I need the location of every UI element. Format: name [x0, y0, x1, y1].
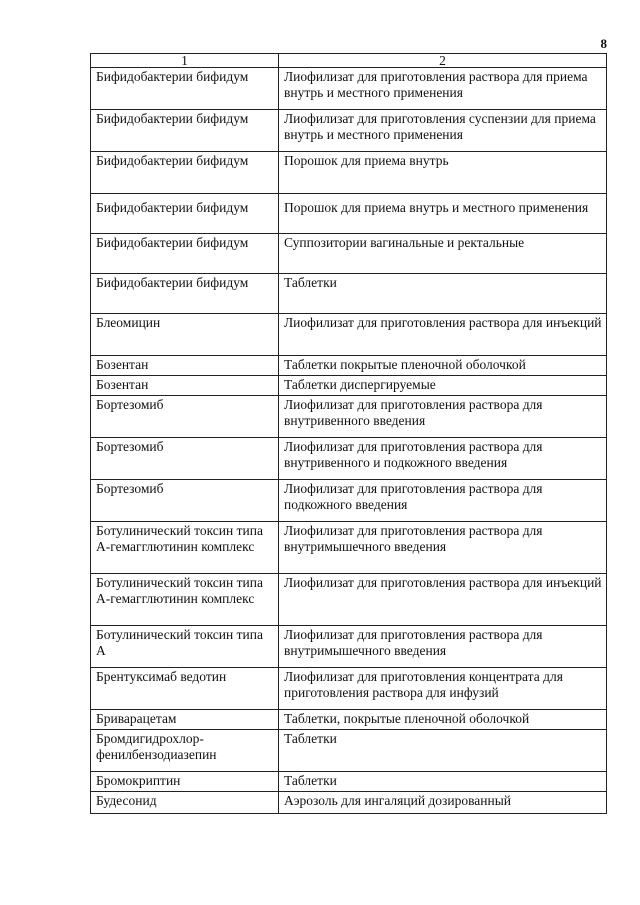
dosage-form-cell: Лиофилизат для приготовления раствора для внутримышечного введения — [279, 522, 607, 574]
page-number: 8 — [600, 36, 607, 51]
table-row — [91, 194, 607, 234]
dosage-form-cell: Лиофилизат для приготовления раствора для внутримышечного введения — [279, 626, 607, 668]
substance-cell: Бромокриптин — [91, 772, 279, 792]
table-row — [91, 522, 607, 574]
table-row — [91, 438, 607, 480]
substance-cell: Будесонид — [91, 792, 279, 814]
dosage-form-cell: Порошок для приема внутрь и местного применения — [279, 194, 607, 234]
dosage-form-cell: Таблетки — [279, 274, 607, 314]
table-body — [91, 68, 607, 814]
table-row — [91, 480, 607, 522]
substance-cell: Бифидобактерии бифидум — [91, 68, 279, 110]
table-row — [91, 110, 607, 152]
substance-cell: Ботулинический токсин типа А-гемагглютинин комплекс — [91, 574, 279, 626]
table-row — [91, 668, 607, 710]
dosage-form-cell: Лиофилизат для приготовления суспензии для приема внутрь и местного применения — [279, 110, 607, 152]
table-row — [91, 710, 607, 730]
table-row — [91, 376, 607, 396]
dosage-form-cell: Суппозитории вагинальные и ректальные — [279, 234, 607, 274]
dosage-form-cell: Таблетки — [279, 730, 607, 772]
dosage-form-cell: Таблетки покрытые пленочной оболочкой — [279, 356, 607, 376]
substance-cell: Бифидобактерии бифидум — [91, 274, 279, 314]
table-row — [91, 356, 607, 376]
medication-table — [90, 53, 607, 814]
dosage-form-cell: Таблетки диспергируемые — [279, 376, 607, 396]
substance-cell: Бифидобактерии бифидум — [91, 234, 279, 274]
table-row — [91, 772, 607, 792]
table-row — [91, 68, 607, 110]
substance-cell: Бортезомиб — [91, 438, 279, 480]
dosage-form-cell: Лиофилизат для приготовления раствора для приема внутрь и местного применения — [279, 68, 607, 110]
table-row — [91, 792, 607, 814]
dosage-form-cell: Аэрозоль для ингаляций дозированный — [279, 792, 607, 814]
table-row — [91, 396, 607, 438]
dosage-form-cell: Лиофилизат для приготовления концентрата для приготовления раствора для инфузий — [279, 668, 607, 710]
substance-cell: Брентуксимаб ведотин — [91, 668, 279, 710]
dosage-form-cell: Таблетки — [279, 772, 607, 792]
table-row — [91, 274, 607, 314]
column-header-2: 2 — [279, 54, 607, 68]
dosage-form-cell: Лиофилизат для приготовления раствора для внутривенного и подкожного введения — [279, 438, 607, 480]
substance-cell: Бозентан — [91, 356, 279, 376]
dosage-form-cell: Лиофилизат для приготовления раствора для подкожного введения — [279, 480, 607, 522]
table-row — [91, 626, 607, 668]
substance-cell: Блеомицин — [91, 314, 279, 356]
table-row — [91, 730, 607, 772]
substance-cell: Бифидобактерии бифидум — [91, 194, 279, 234]
table-row — [91, 314, 607, 356]
header-row — [91, 54, 607, 68]
dosage-form-cell: Порошок для приема внутрь — [279, 152, 607, 194]
substance-cell: Ботулинический токсин типа А-гемагглютинин комплекс — [91, 522, 279, 574]
table-row — [91, 574, 607, 626]
dosage-form-cell: Лиофилизат для приготовления раствора для инъекций — [279, 574, 607, 626]
table-row — [91, 152, 607, 194]
substance-cell: Бифидобактерии бифидум — [91, 152, 279, 194]
substance-cell: Бриварацетам — [91, 710, 279, 730]
table-header — [91, 54, 607, 68]
substance-cell: Бортезомиб — [91, 396, 279, 438]
substance-cell: Бозентан — [91, 376, 279, 396]
table-row — [91, 234, 607, 274]
column-header-1: 1 — [91, 54, 279, 68]
dosage-form-cell: Лиофилизат для приготовления раствора для внутривенного введения — [279, 396, 607, 438]
substance-cell: Бифидобактерии бифидум — [91, 110, 279, 152]
substance-cell: Бортезомиб — [91, 480, 279, 522]
dosage-form-cell: Лиофилизат для приготовления раствора для инъекций — [279, 314, 607, 356]
dosage-form-cell: Таблетки, покрытые пленочной оболочкой — [279, 710, 607, 730]
substance-cell: Бромдигидрохлор-фенилбензодиазепин — [91, 730, 279, 772]
substance-cell: Ботулинический токсин типа А — [91, 626, 279, 668]
